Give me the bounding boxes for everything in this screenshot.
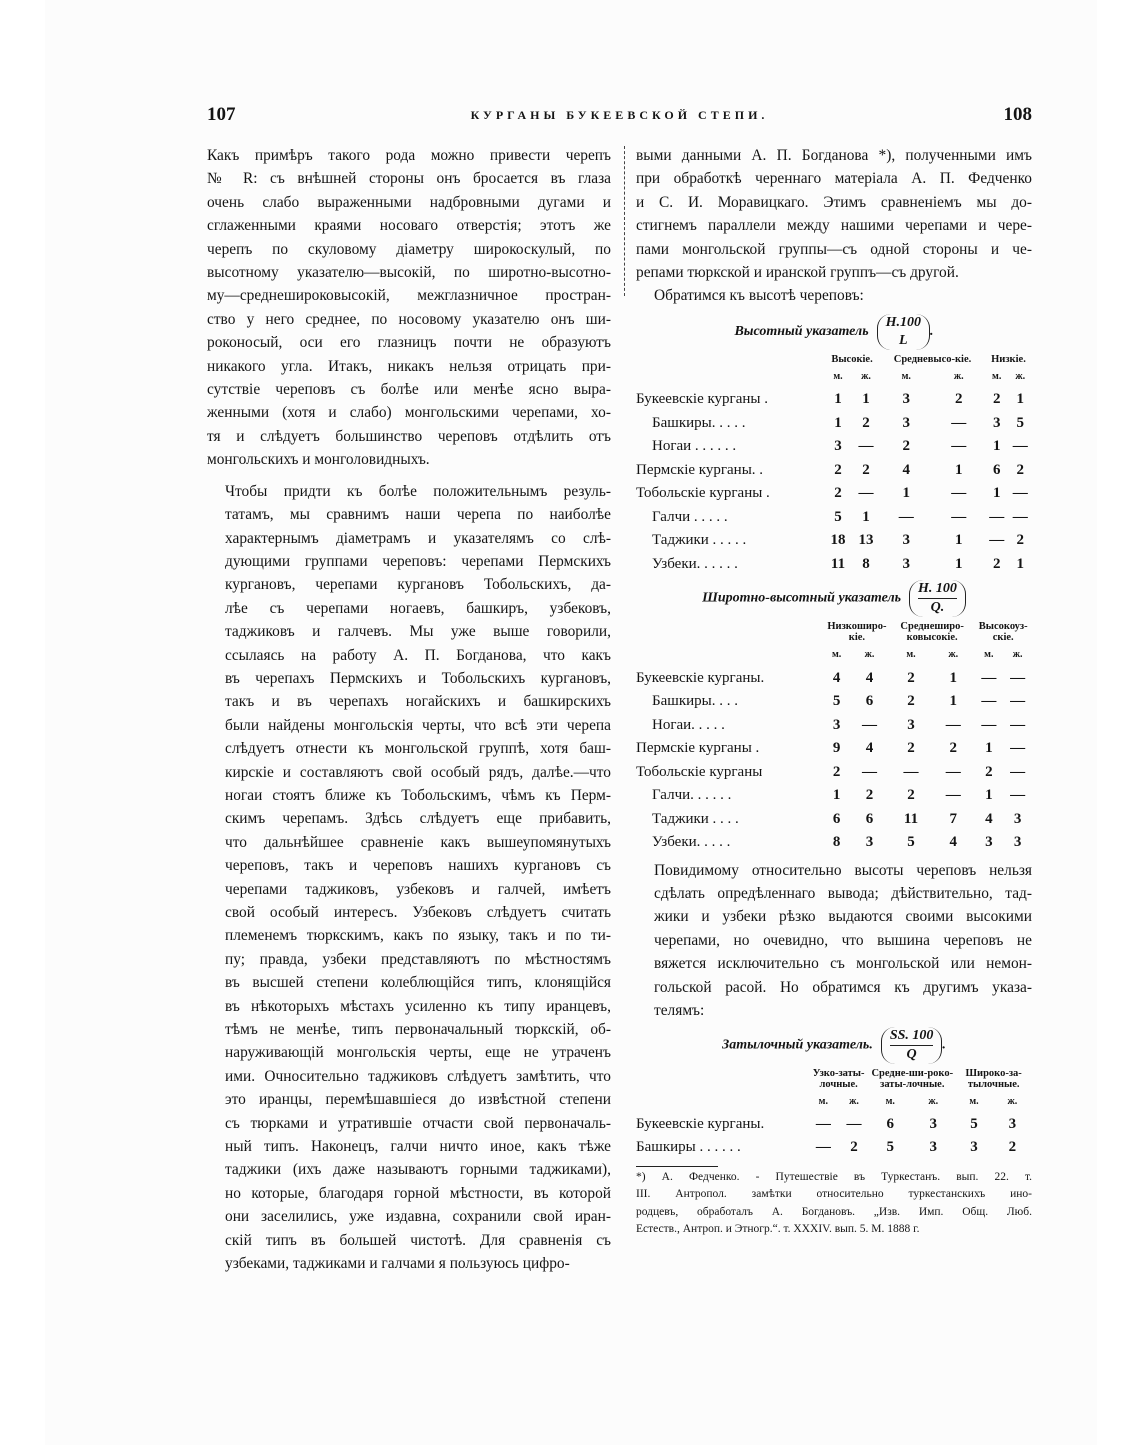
value-cell: 3 — [929, 1139, 938, 1156]
text-line: въ нѣкоторыхъ мѣстахъ усиленно къ типу иранцевъ, — [225, 997, 611, 1015]
value-cell: — — [989, 532, 1005, 549]
text-line: роконосый, оси его глазницъ почти не образуютъ — [207, 334, 611, 352]
value-cell: — — [815, 1139, 831, 1156]
text-line: черепъ по скуловому діаметру широкоскулый, по — [207, 240, 611, 258]
text-line: свой особый интересъ. Узбековъ слѣдуетъ считать — [225, 904, 611, 921]
row-label: Тобольскіе курганы . — [636, 485, 770, 502]
footnote-rule — [636, 1166, 718, 1167]
value-cell: 13 — [858, 532, 874, 549]
sex-header: ж. — [849, 1095, 859, 1107]
formula — [881, 1027, 943, 1064]
value-cell: 2 — [949, 740, 958, 757]
sex-header: м. — [833, 370, 843, 382]
value-cell: 3 — [865, 834, 874, 851]
value-cell: 1 — [1016, 391, 1024, 408]
group-header: Среднеширо-ковысокіе. — [900, 621, 964, 644]
value-cell: 5 — [834, 508, 842, 525]
sex-header: ж. — [1015, 370, 1026, 382]
height-index-table — [636, 314, 1032, 576]
value-cell: 5 — [907, 834, 915, 851]
value-cell: — — [1010, 716, 1026, 733]
text-line: но которые, благодаря горной мѣстности, въ которой — [225, 1184, 611, 1202]
group-header-row — [636, 619, 1032, 643]
value-cell: 2 — [954, 391, 963, 408]
text-line: Естеств., Антроп. и Этногр.“. т. XXXIV. вып. 5. М. 1888 г. — [636, 1223, 920, 1236]
table-title-text: Затылочный указатель. — [722, 1037, 873, 1053]
value-cell: 6 — [865, 810, 874, 827]
value-cell: 6 — [886, 1115, 895, 1132]
value-cell: — — [1010, 787, 1026, 804]
text-line: кирскіе и составляютъ свой особый рядъ, далѣе.—что — [225, 763, 611, 781]
row-label: Пермскіе курганы . — [636, 740, 760, 757]
value-cell: 1 — [902, 485, 911, 502]
value-cell: — — [951, 414, 967, 431]
empty-cell — [636, 643, 824, 666]
value-cell: 4 — [865, 740, 874, 757]
row-label: Башкиры. . . . — [652, 693, 738, 710]
formula-suffix: . — [942, 1037, 946, 1053]
row-label: Пермскіе курганы. . — [636, 461, 764, 478]
table-row — [636, 529, 1032, 553]
value-cell: 9 — [832, 740, 841, 757]
value-cell: 8 — [832, 834, 841, 851]
table-title-text: Высотный указатель — [734, 324, 869, 340]
sex-header: м. — [906, 649, 916, 661]
sex-header: ж. — [864, 649, 875, 661]
value-cell: — — [945, 787, 961, 804]
group-header: Узко-заты-лочные. — [812, 1067, 865, 1090]
value-cell: — — [989, 508, 1005, 525]
group-header: Низкоширо-кіе. — [827, 621, 887, 644]
value-cell: — — [862, 763, 878, 780]
sex-header: м. — [885, 1095, 895, 1107]
table-title-text: Широтно-высотный указатель — [702, 590, 902, 606]
text-line: Обратимся къ высотѣ череповъ: — [654, 287, 864, 305]
page-number-left: 107 — [207, 104, 236, 125]
value-cell: 2 — [907, 693, 915, 710]
value-cell: — — [1012, 438, 1028, 455]
running-head — [207, 104, 1032, 130]
formula-numerator: SS. 100 — [890, 1027, 934, 1046]
data-table — [636, 1066, 1032, 1160]
value-cell: 1 — [1016, 555, 1024, 572]
value-cell: 3 — [929, 1115, 938, 1132]
sex-header: м. — [831, 649, 842, 661]
group-header: Низкіе. — [991, 353, 1026, 365]
value-cell: — — [945, 763, 961, 780]
value-cell: 3 — [832, 716, 841, 733]
text-line: *) А. Федченко. - Путешествіе въ Туркестанъ. вып. 22. т. — [636, 1170, 1032, 1183]
value-cell: — — [981, 693, 997, 710]
table-row — [636, 667, 1032, 691]
formula-denominator: Q — [906, 1046, 917, 1062]
row-label: Галчи . . . . . — [652, 508, 728, 525]
text-line: таджики (ихъ даже называютъ горными таджиками), — [225, 1161, 611, 1179]
text-line: скій типъ въ большей чистотѣ. Для сравненія съ — [225, 1231, 611, 1249]
data-table — [636, 619, 1032, 854]
text-line: женными (хотя и слабо) монгольскими черепами, хо- — [207, 404, 611, 422]
text-line: это иранцы, перемѣшавшіеся до извѣстной степени — [225, 1091, 611, 1109]
text-line: ссылаясь на работу А. П. Богданова, что какъ — [225, 646, 611, 664]
value-cell: 3 — [1013, 834, 1022, 851]
value-cell: 1 — [862, 391, 870, 408]
value-cell: — — [981, 669, 997, 686]
row-label: Букеевскіе курганы. — [636, 669, 765, 686]
table-title — [636, 1027, 1032, 1064]
text-line: му—среднешироковысокій, межглазничное простран- — [207, 287, 611, 305]
value-cell: — — [945, 716, 961, 733]
text-line: они заселились, уже издавна, сохранили свой иран- — [225, 1208, 611, 1226]
text-line: стигнемъ параллели между нашими черепами и чере- — [636, 217, 1032, 235]
value-cell: 4 — [985, 810, 993, 827]
table-row — [636, 690, 1032, 714]
value-cell: 2 — [902, 438, 911, 455]
text-line: въ черепахъ Пермскихъ и Тобольскихъ кургановъ, — [225, 669, 611, 687]
value-cell: — — [862, 716, 878, 733]
value-cell: — — [1012, 508, 1028, 525]
table-row — [636, 1113, 1032, 1137]
empty-cell — [636, 352, 824, 365]
value-cell: 2 — [862, 461, 870, 478]
table-row — [636, 714, 1032, 738]
group-header: Средневысо-кіе. — [893, 353, 972, 365]
occipital-index-table — [636, 1027, 1032, 1160]
sex-header: м. — [818, 1095, 828, 1107]
group-header-row — [636, 352, 1032, 365]
sex-header-row — [636, 365, 1032, 388]
formula — [877, 314, 930, 350]
text-line: III. Антропол. замѣтки относительно туркестанскихъ ино- — [636, 1188, 1032, 1201]
row-label: Галчи. . . . . . — [652, 787, 732, 804]
sex-header: ж. — [1012, 649, 1023, 661]
row-label: Букеевскіе курганы. — [636, 1115, 765, 1132]
column-divider — [624, 146, 625, 296]
value-cell: 1 — [862, 508, 870, 525]
table-row — [636, 737, 1032, 761]
text-line: черепами таджиковъ, узбековъ и галчей, имѣетъ — [225, 880, 611, 898]
value-cell: 1 — [954, 532, 963, 549]
value-cell: 3 — [902, 532, 911, 549]
group-header: Широко-за-тылочные. — [965, 1067, 1022, 1090]
table-row — [636, 761, 1032, 785]
value-cell: 3 — [902, 391, 911, 408]
text-line: вяжется исключительно съ монгольской или немон- — [654, 955, 1032, 973]
value-cell: 1 — [834, 391, 842, 408]
text-line: въ высшей степени колеблющійся типъ, клонящійся — [225, 974, 611, 992]
formula — [909, 580, 966, 617]
table-row — [636, 831, 1032, 855]
text-line: сутствіе череповъ съ болѣе или менѣе ясно выра- — [207, 381, 611, 399]
text-line: выми данными А. П. Богданова *), полученными имъ — [636, 147, 1032, 164]
value-cell: 3 — [902, 414, 911, 431]
value-cell: 2 — [992, 391, 1001, 408]
empty-cell — [636, 1066, 808, 1090]
value-cell: — — [1010, 763, 1026, 780]
value-cell: 2 — [992, 555, 1001, 572]
table-row — [636, 435, 1032, 459]
row-label: Тобольскіе курганы — [636, 763, 763, 780]
text-line: такъ и въ черепахъ ногайскихъ и башкирскихъ — [225, 693, 611, 711]
value-cell: 1 — [832, 787, 841, 804]
page-number-right: 108 — [1003, 104, 1032, 125]
value-cell: — — [981, 716, 997, 733]
table-row — [636, 412, 1032, 436]
sex-header: м. — [992, 370, 1002, 382]
empty-cell — [636, 619, 824, 643]
row-label: Букеевскіе курганы . — [636, 391, 768, 408]
value-cell: — — [903, 763, 919, 780]
sex-header: ж. — [928, 1095, 939, 1107]
row-label: Ногаи . . . . . . — [652, 438, 737, 455]
value-cell: 3 — [834, 438, 842, 455]
text-line: скимъ черепамъ. Здѣсь слѣдуетъ еще прибавить, — [225, 810, 611, 828]
table-row — [636, 784, 1032, 808]
sex-header-row — [636, 643, 1032, 666]
value-cell: 2 — [865, 787, 874, 804]
text-line: родцевъ, обработалъ А. Богдановъ. „Изв. Имп. Общ. Люб. — [636, 1205, 1032, 1218]
table-row — [636, 506, 1032, 530]
text-line: жики и узбеки рѣзко выдаются своими высокими — [654, 908, 1032, 926]
left-column — [207, 144, 611, 1276]
paragraph — [207, 144, 611, 472]
value-cell: — — [858, 485, 874, 502]
text-line: сдѣлать опредѣленнаго вывода; дѣйствительно, тад- — [654, 885, 1032, 903]
table-title — [636, 580, 1032, 617]
value-cell: — — [951, 438, 967, 455]
value-cell: 3 — [902, 555, 911, 572]
value-cell: 1 — [949, 693, 958, 710]
value-cell: 2 — [862, 414, 870, 431]
formula-denominator: L — [899, 332, 908, 348]
value-cell: 8 — [862, 555, 870, 572]
value-cell: 2 — [907, 669, 915, 686]
text-line: тѣмъ не менѣе, типъ первоначальный тюркскій, об- — [225, 1021, 611, 1039]
text-line: ногаи стоятъ ближе къ Тобольскимъ, чѣмъ къ Перм- — [225, 786, 611, 804]
row-label: Башкиры. . . . . — [652, 414, 746, 431]
row-label: Таджики . . . . — [652, 810, 739, 827]
value-cell: 18 — [830, 532, 846, 549]
running-title: КУРГАНЫ БУКЕЕВСКОЙ СТЕПИ. — [470, 108, 769, 122]
table-row — [636, 808, 1032, 832]
row-label: Башкиры . . . . . . — [636, 1139, 741, 1156]
value-cell: — — [1010, 693, 1026, 710]
value-cell: — — [951, 485, 967, 502]
text-line: Повидимому относительно высоты череповъ нельзя — [654, 861, 1032, 879]
text-line: пу; правда, узбеки представляютъ по мѣстностямъ — [225, 950, 611, 968]
text-line: пами монгольской группы—съ одной стороны и че- — [636, 240, 1032, 258]
value-cell: 3 — [970, 1139, 978, 1156]
value-cell: 3 — [1008, 1115, 1017, 1132]
formula-denominator: Q. — [930, 600, 945, 616]
text-line: высотному указателю—высокій, по широтно-высотно- — [207, 264, 611, 282]
text-line: съ тюрками и утратившіе отчасти свой первоначаль- — [225, 1114, 611, 1132]
empty-cell — [636, 1090, 808, 1113]
empty-cell — [636, 365, 824, 388]
sex-header: ж. — [861, 370, 871, 382]
value-cell: — — [846, 1115, 862, 1132]
group-header: Высокоуз-скіе. — [978, 621, 1028, 644]
value-cell: 3 — [992, 414, 1001, 431]
sex-header: м. — [984, 649, 994, 661]
value-cell: 5 — [886, 1139, 895, 1156]
row-label: Таджики . . . . . — [652, 532, 747, 549]
text-line: узбеками, таджиками и галчами я пользуюсь цифро- — [225, 1255, 570, 1273]
text-line: репами тюркской и иранской группъ—съ другой. — [636, 264, 959, 282]
value-cell: 4 — [865, 669, 874, 686]
sex-header: м. — [901, 370, 911, 382]
text-line: ный типъ. Наконецъ, галчи ничто иное, какъ тѣже — [225, 1138, 611, 1156]
text-line: Чтобы придти къ болѣе положительнымъ резуль- — [225, 482, 611, 500]
text-line: телямъ: — [654, 1002, 705, 1020]
value-cell: 4 — [832, 669, 841, 686]
value-cell: 2 — [834, 485, 842, 502]
value-cell: 3 — [985, 834, 993, 851]
sex-header: ж. — [953, 370, 964, 382]
text-line: монгольскихъ и монголовидныхъ. — [207, 451, 430, 469]
text-line: черепами, но очевидно, что вышина череповъ не — [654, 931, 1032, 949]
text-line: гольской расой. Но обратимся къ другимъ указа- — [654, 978, 1032, 996]
value-cell: 2 — [850, 1139, 858, 1156]
text-line: татамъ, мы сравнимъ наши черепа по наиболѣе — [225, 506, 611, 524]
table-row — [636, 482, 1032, 506]
table-row — [636, 459, 1032, 483]
breadth-height-index-table — [636, 580, 1032, 854]
footnote — [636, 1169, 1032, 1239]
row-label: Узбеки. . . . . — [652, 834, 731, 851]
table-row — [636, 553, 1032, 577]
value-cell: 6 — [992, 461, 1001, 478]
text-line: кургановъ, черепами кургановъ Тобольскихъ, да- — [225, 576, 611, 594]
text-line: тя и слѣдуетъ большинство череповъ отдѣлить отъ — [207, 427, 611, 445]
sex-header: м. — [969, 1095, 979, 1107]
value-cell: 7 — [949, 810, 958, 827]
text-line: ими. Очносительно таджиковъ слѣдуетъ замѣтить, что — [225, 1067, 611, 1085]
text-line: № R: съ внѣшней стороны онъ бросается въ глаза — [207, 170, 611, 188]
text-line: сглаженными краями носоваго отверстія; этотъ же — [207, 217, 611, 235]
value-cell: 2 — [1016, 532, 1024, 549]
text-line: лѣе съ черепами ногаевъ, башкиръ, узбековъ, — [225, 599, 611, 617]
value-cell: 2 — [985, 763, 993, 780]
row-label: Ногаи. . . . . — [652, 716, 725, 733]
value-cell: 4 — [949, 834, 958, 851]
text-line: никакого угла. Итакъ, никакъ нельзя отрицать при- — [207, 357, 611, 375]
group-header-row — [636, 1066, 1032, 1090]
value-cell: — — [858, 438, 874, 455]
value-cell: 1 — [985, 787, 993, 804]
value-cell: 1 — [834, 414, 842, 431]
value-cell: 1 — [992, 485, 1001, 502]
text-line: что дальнѣйшее сравненіе какъ вышеупомянутыхъ — [225, 833, 611, 851]
paragraph — [636, 144, 1032, 284]
value-cell: 4 — [902, 461, 911, 478]
table-title — [636, 314, 1032, 350]
text-line: наруживающій монгольскія черты, еще не утраченъ — [225, 1044, 611, 1062]
value-cell: 3 — [907, 716, 915, 733]
text-line: таджиковъ и галчевъ. Мы уже выше говорили, — [225, 623, 611, 641]
value-cell: 1 — [985, 740, 993, 757]
text-line: слѣдуетъ отнести къ монгольской группѣ, хотя баш- — [225, 740, 611, 758]
value-cell: 2 — [1008, 1139, 1017, 1156]
value-cell: 11 — [903, 810, 919, 827]
value-cell: — — [1010, 669, 1026, 686]
paragraph — [207, 480, 611, 1276]
paragraph — [636, 859, 1032, 1023]
paragraph — [636, 284, 1032, 307]
value-cell: 2 — [832, 763, 841, 780]
value-cell: — — [1012, 485, 1028, 502]
value-cell: 6 — [832, 810, 841, 827]
formula-suffix: . — [930, 324, 934, 340]
group-header: Средне-ши-роко-заты-лочные. — [871, 1067, 954, 1090]
sex-header: ж. — [948, 649, 959, 661]
formula-numerator: H.100 — [885, 314, 922, 330]
data-table — [636, 352, 1032, 576]
row-label: Узбеки. . . . . . — [652, 555, 738, 572]
table-row — [636, 1136, 1032, 1160]
text-line: дующими группами череповъ: черепами Пермскихъ — [225, 552, 611, 570]
text-line: характернымъ діаметрамъ и указателямъ со слѣ- — [225, 529, 611, 547]
text-line: были найдены монгольскія черты, что всѣ эти черепа — [225, 716, 611, 734]
value-cell: 2 — [1016, 461, 1024, 478]
value-cell: — — [951, 508, 967, 525]
text-line: и С. И. Моравицкаго. Этимъ сравненіемъ мы до- — [636, 193, 1032, 211]
text-line: Какъ примѣръ такого рода можно привести черепъ — [207, 147, 611, 164]
value-cell: 1 — [992, 438, 1001, 455]
group-header: Высокіе. — [831, 353, 873, 365]
value-cell: 5 — [1016, 414, 1024, 431]
value-cell: 1 — [954, 461, 963, 478]
value-cell: 1 — [954, 555, 963, 572]
value-cell: 3 — [1013, 810, 1022, 827]
sex-header-row — [636, 1090, 1032, 1113]
text-line: череповъ, такъ и череповъ нашихъ кургановъ съ — [225, 857, 611, 875]
value-cell: 2 — [907, 740, 915, 757]
value-cell: 2 — [907, 787, 915, 804]
value-cell: 6 — [865, 693, 874, 710]
value-cell: 5 — [832, 693, 841, 710]
value-cell: — — [1010, 740, 1026, 757]
formula-numerator: H. 100 — [918, 580, 957, 599]
value-cell: 11 — [830, 555, 846, 572]
text-line: ство у него среднее, по носовому указателю онъ ши- — [207, 310, 611, 328]
value-cell: — — [815, 1115, 831, 1132]
value-cell: — — [898, 508, 914, 525]
value-cell: 2 — [834, 461, 842, 478]
value-cell: 1 — [949, 669, 958, 686]
text-line: при обработкѣ череннаго матеріала А. П. Федченко — [636, 170, 1032, 188]
text-line: племенемъ тюркскимъ, какъ по языку, такъ и по ти- — [225, 927, 611, 945]
sex-header: ж. — [1007, 1095, 1018, 1107]
value-cell: 5 — [970, 1115, 978, 1132]
text-line: очень слабо выраженными надбровными дугами и — [207, 193, 611, 211]
table-row — [636, 388, 1032, 412]
right-column — [636, 144, 1032, 1239]
